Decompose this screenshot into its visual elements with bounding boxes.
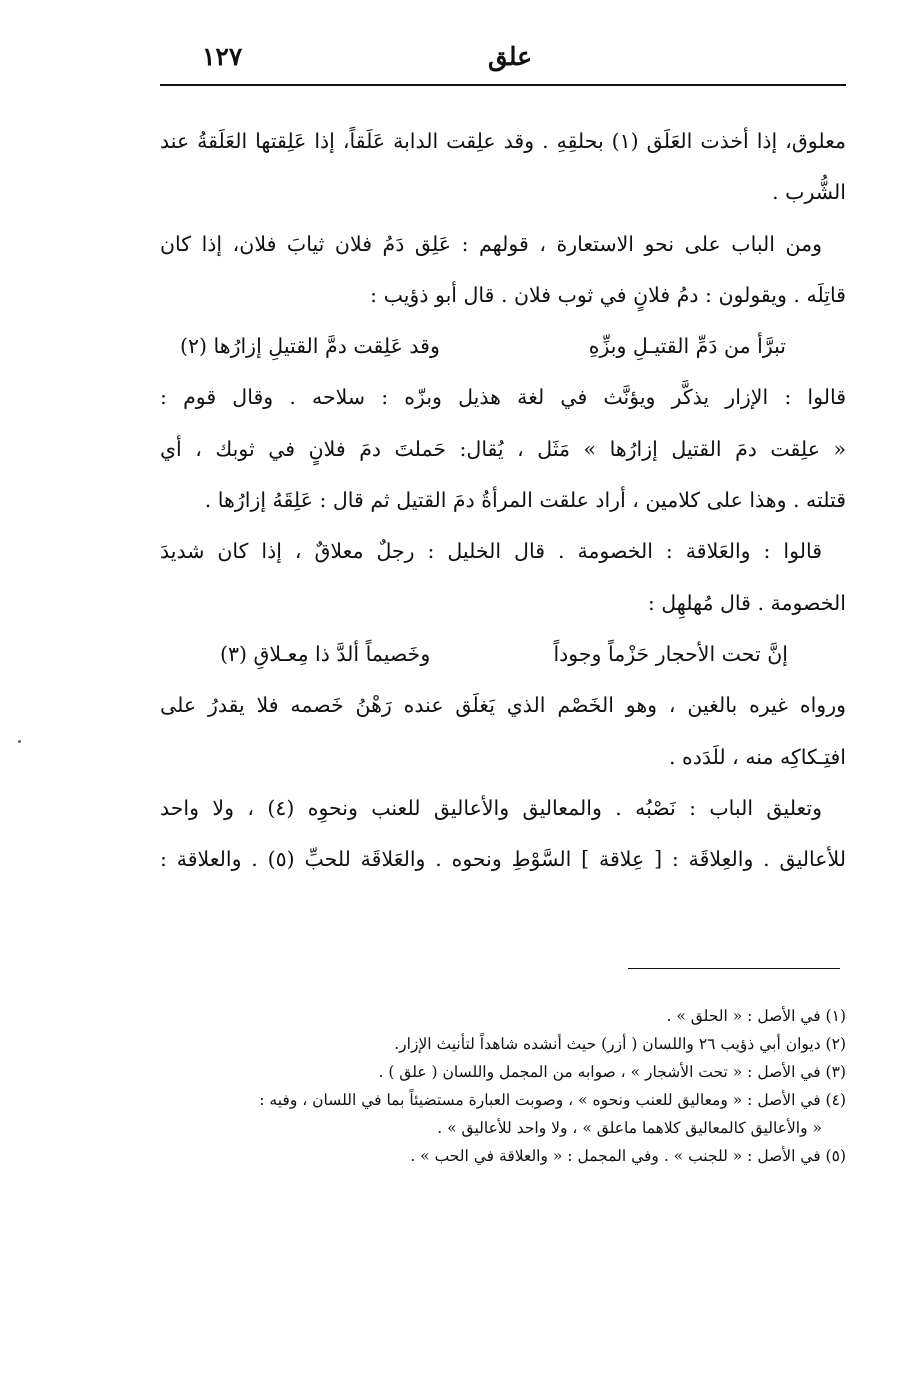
text-line: قتلته . وهذا على كلامين ، أراد علقت المرأةُ دمَ القتيل ثم قال : عَلِقَهُ إزارُها . (204, 488, 846, 513)
verse-abu-dhuayb (160, 321, 846, 372)
text-line: قالوا : الإزار يذكَّر ويؤنَّث في لغة هذيل وبزّه : سلاحه . وقال قوم : (160, 385, 846, 410)
text-line: ومن الباب على نحو الاستعارة ، قولهم : عَلِق دَمُ فلان ثيابَ فلان، إذا كان (160, 231, 822, 256)
running-title: علق (487, 42, 533, 71)
text-line: « علِقت دمَ القتيل إزارُها » مَثَل ، يُقال: حَملتَ دمَ فلانٍ في ثوبك ، أي (160, 436, 846, 461)
footnote-2: (٢) ديوان أبي ذؤيب ٢٦ واللسان ( أزر) حيث أنشده شاهداً لتأنيث الإزار. (394, 1035, 846, 1053)
text-line: ورواه غيره بالغين ، وهو الخَصْم الذي يَغلَق عنده رَهْنُ خَصمه فلا يقدرُ على (160, 693, 846, 718)
footnote-1: (١) في الأصل : « الحلق » . (666, 1007, 846, 1025)
text-line: الشُّرب . (772, 180, 846, 205)
verse-hemistich-second: وقد عَلِقت دمَّ القتيلِ إزارُها (٢) (180, 334, 440, 359)
footnote-5: (٥) في الأصل : « للجنب » . وفي المجمل : « والعلاقة في الحب » . (410, 1147, 846, 1165)
footnote-rule (628, 968, 840, 969)
footnote-4-continuation: « والأعاليق كالمعاليق كلاهما ماعلق » ، ولا واحد للأعاليق » . (437, 1119, 822, 1137)
verse-muhalhil (160, 629, 846, 680)
page-number: ١٢٧ (202, 42, 243, 71)
margin-dot (18, 740, 21, 743)
text-line: افتِـكاكِه منه ، للَدَده . (668, 744, 846, 769)
page-header (160, 38, 845, 78)
text-line: الخصومة . قال مُهلهِل : (647, 590, 846, 615)
verse-hemistich-second: وخَصيماً ألدَّ ذا مِعـلاقِ (٣) (220, 641, 431, 666)
footnote-4: (٤) في الأصل : « ومعاليق للعنب ونحوه » ، وصوبت العبارة مستضيئاً بما في اللسان ، وفيه : (259, 1091, 846, 1109)
text-line: قالوا : والعَلاقة : الخصومة . قال الخليل : رجلٌ معلاقٌ ، إذا كان شديدَ (160, 539, 822, 564)
footnotes (160, 1002, 846, 1170)
text-line: معلوق، إذا أخذت العَلَق (١) بحلقِهِ . وقد علِقت الدابة عَلَقاً، إذا عَلِقتها العَلَقةُ عند (160, 129, 846, 153)
text-line: وتعليق الباب : نَصْبُه . والمعاليق والأعاليق للعنب ونحوِه (٤) ، ولا واحد (160, 795, 822, 820)
main-text (160, 116, 846, 885)
text-line: للأعاليق . والعِلاقَة : [ عِلاقة ] السَّوْطِ ونحوه . والعَلاقَة للحبِّ (٥) . والعلاقة : (160, 847, 846, 872)
footnote-3: (٣) في الأصل : « تحت الأشجار » ، صوابه من المجمل واللسان ( علق ) . (378, 1063, 846, 1081)
header-rule (160, 84, 846, 86)
verse-hemistich-first: إنَّ تحت الأحجار حَزْماً وجوداً (553, 641, 788, 666)
verse-hemistich-first: تبرَّأ من دَمِّ القتيـلِ وبزِّهِ (588, 334, 786, 359)
text-line: قاتِلَه . ويقولون : دمُ فلانٍ في ثوب فلان . قال أبو ذؤيب : (370, 282, 846, 307)
